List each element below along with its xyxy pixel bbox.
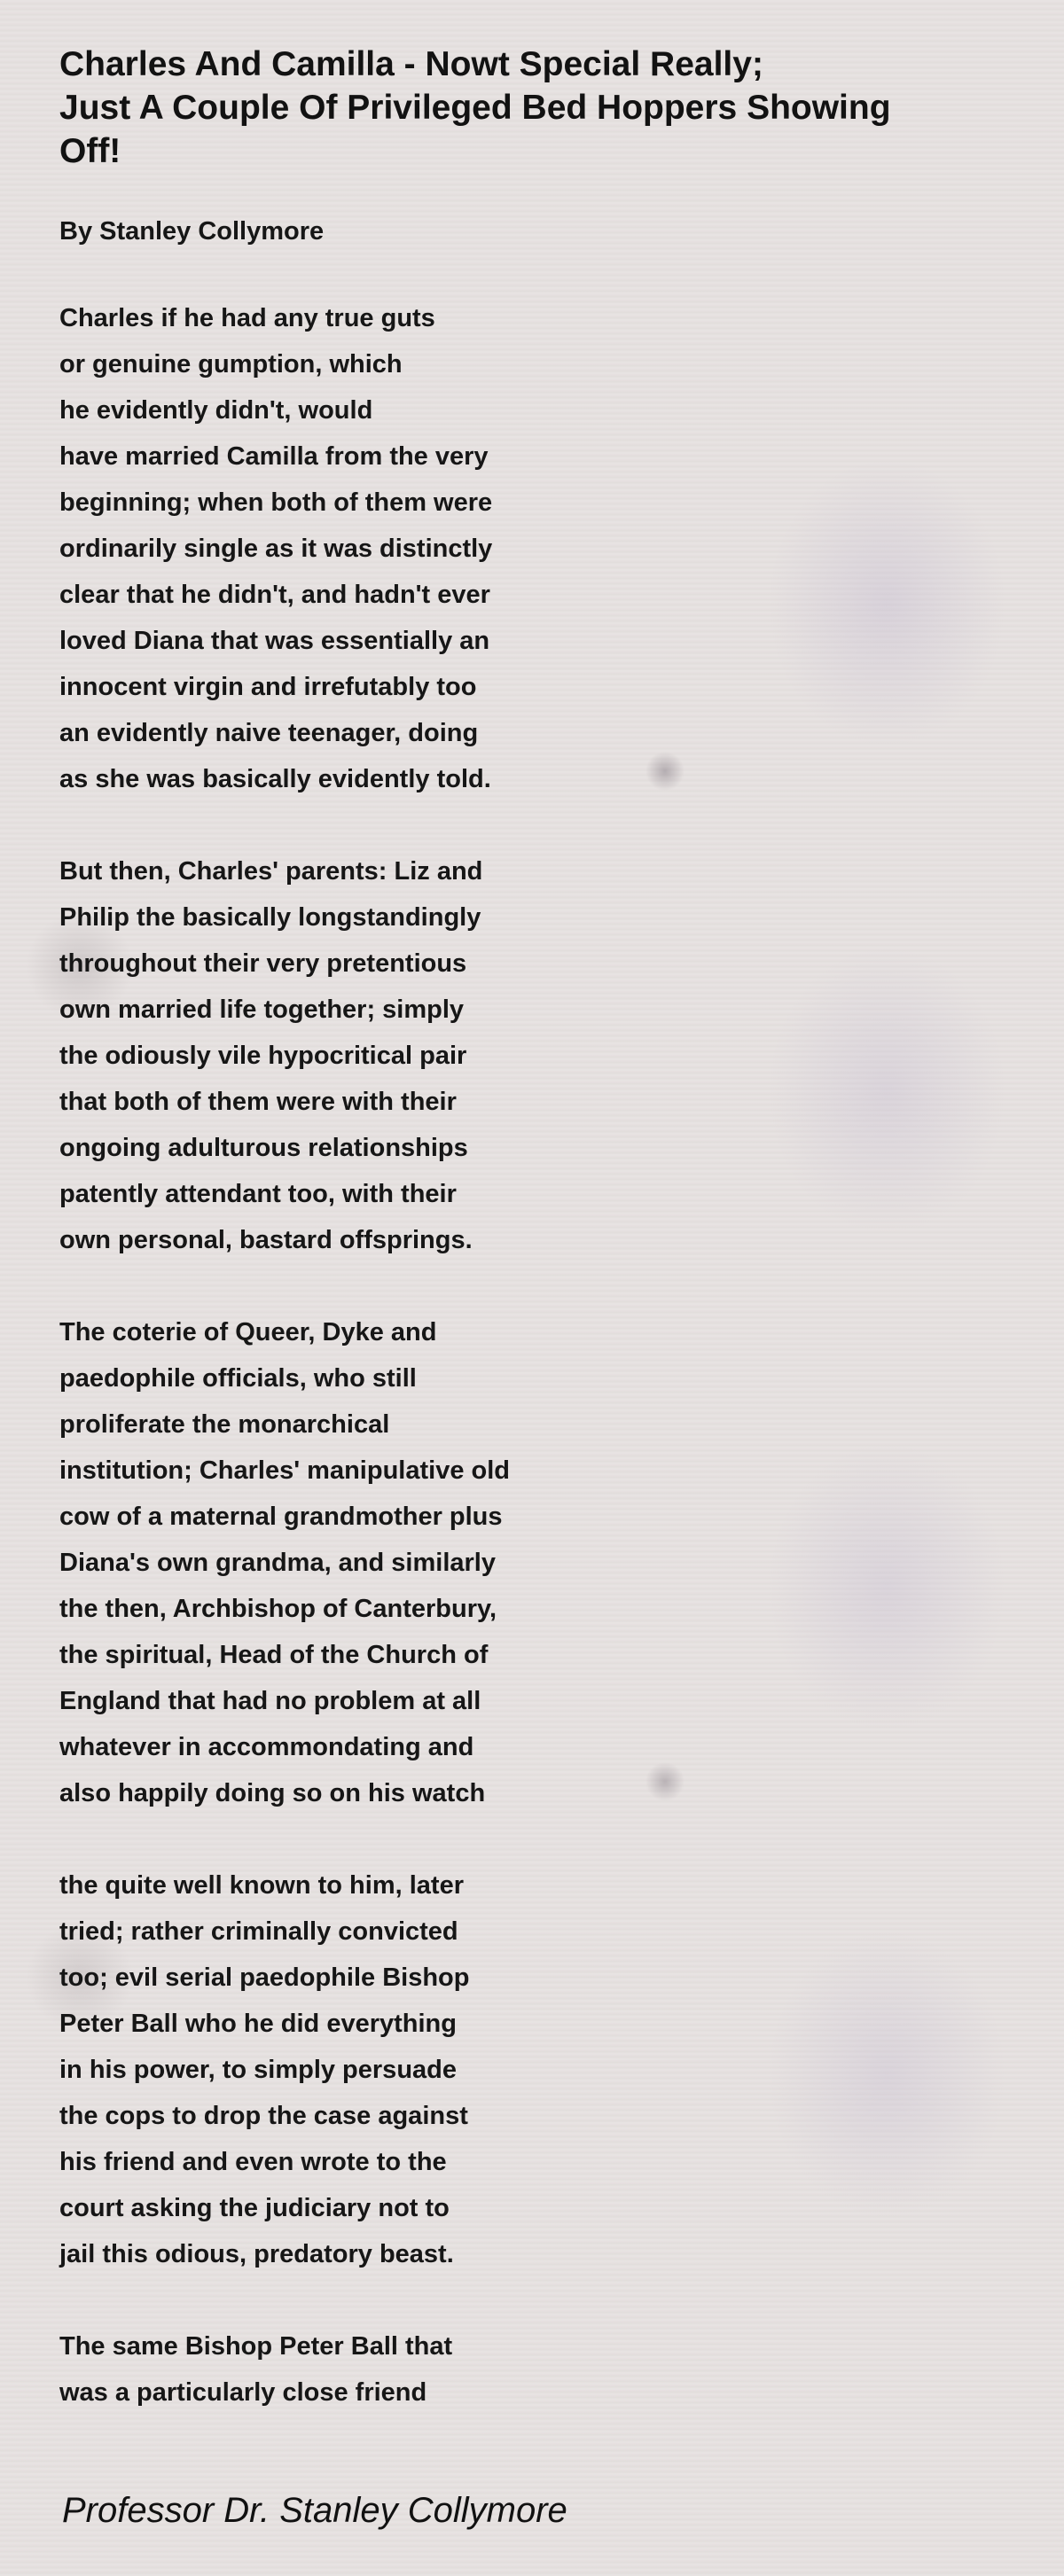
poem-line: too; evil serial paedophile Bishop: [59, 1963, 470, 1992]
poem-line: The coterie of Queer, Dyke and: [59, 1318, 437, 1347]
poem-line: jail this odious, predatory beast.: [59, 2240, 454, 2268]
poem-line: the quite well known to him, later: [59, 1871, 464, 1900]
poem-line: throughout their very pretentious: [59, 949, 467, 978]
poem-line: cow of a maternal grandmother plus: [59, 1503, 503, 1531]
stanza-1: [59, 295, 1017, 802]
poem-line: institution; Charles' manipulative old: [59, 1456, 510, 1485]
stanza-2: [59, 848, 1017, 1263]
poem-line: own married life together; simply: [59, 995, 465, 1024]
poem-line: the then, Archbishop of Canterbury,: [59, 1595, 497, 1623]
poem-line: loved Diana that was essentially an: [59, 627, 490, 655]
poem-line: ongoing adulturous relationships: [59, 1134, 468, 1162]
poem-line: an evidently naive teenager, doing: [59, 719, 479, 747]
poem-line: as she was basically evidently told.: [59, 765, 491, 793]
poem-line: clear that he didn't, and hadn't ever: [59, 581, 490, 609]
poem-line: the odiously vile hypocritical pair: [59, 1042, 467, 1070]
poem-line: Peter Ball who he did everything: [59, 2010, 457, 2038]
poem-line: patently attendant too, with their: [59, 1180, 457, 1208]
poem-signature: Professor Dr. Stanley Collymore: [62, 2491, 567, 2530]
poem-line: beginning; when both of them were: [59, 488, 493, 517]
poem-line: ordinarily single as it was distinctly: [59, 535, 493, 563]
poem-line: England that had no problem at all: [59, 1687, 481, 1715]
poem-line: Charles if he had any true guts: [59, 304, 435, 332]
poem-line: he evidently didn't, would: [59, 396, 373, 425]
poem-title: Charles And Camilla - Nowt Special Really; Just A Couple Of Privileged Bed Hoppers Showing Off!: [59, 45, 891, 170]
poem-author: By Stanley Collymore: [59, 217, 325, 246]
poem-line: have married Camilla from the very: [59, 442, 489, 471]
poem-line: was a particularly close friend: [59, 2378, 427, 2407]
poem-line: Philip the basically longstandingly: [59, 903, 481, 932]
poem-line: in his power, to simply persuade: [59, 2056, 457, 2084]
poem-line: also happily doing so on his watch: [59, 1779, 486, 1807]
poem-line: that both of them were with their: [59, 1088, 457, 1116]
poem-line: But then, Charles' parents: Liz and: [59, 857, 483, 886]
poem-line: whatever in accommondating and: [59, 1733, 474, 1761]
poem-line: Diana's own grandma, and similarly: [59, 1549, 496, 1577]
poem-line: the spiritual, Head of the Church of: [59, 1641, 489, 1669]
poem-line: the cops to drop the case against: [59, 2102, 468, 2130]
poem-line: own personal, bastard offsprings.: [59, 1226, 473, 1254]
poem-body: [59, 295, 1017, 2416]
poem-line: The same Bishop Peter Ball that: [59, 2332, 453, 2361]
stanza-4: [59, 1862, 1017, 2277]
poem-line: or genuine gumption, which: [59, 350, 403, 379]
poem-line: paedophile officials, who still: [59, 1364, 417, 1393]
stanza-3: [59, 1309, 1017, 1816]
poem-line: proliferate the monarchical: [59, 1410, 390, 1439]
poem-line: innocent virgin and irrefutably too: [59, 673, 477, 701]
poem-line: his friend and even wrote to the: [59, 2148, 447, 2176]
poem-container: [59, 43, 1017, 2462]
stanza-5: [59, 2323, 1017, 2416]
poem-line: court asking the judiciary not to: [59, 2194, 450, 2222]
poem-line: tried; rather criminally convicted: [59, 1917, 458, 1946]
